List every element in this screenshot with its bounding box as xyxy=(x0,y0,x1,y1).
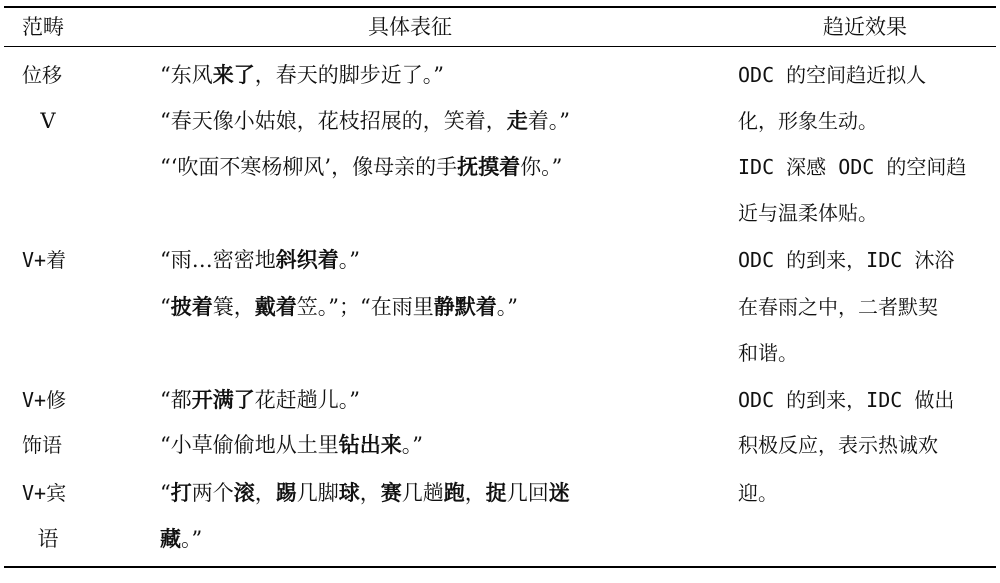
header-category: 范畴 xyxy=(22,15,64,39)
example-text: ， xyxy=(254,481,276,505)
effect-line: 在春雨之中，二者默契 xyxy=(738,295,938,319)
example-row xyxy=(160,524,202,554)
effect-line: ODC 的到来，IDC 沐浴 xyxy=(738,248,955,272)
example-text: 笠。”；“在雨里 xyxy=(296,295,434,319)
example-text: “‘吹面不寒杨柳风’，像母亲的手 xyxy=(160,155,458,179)
effect-line: 积极反应，表示热诚欢 xyxy=(738,433,938,457)
example-keyword: 赛 xyxy=(380,480,402,505)
example-text: 。” xyxy=(181,527,203,551)
category-v-object-line1: V+宾 xyxy=(22,481,67,505)
example-keyword: 静默着 xyxy=(433,294,497,319)
example-row xyxy=(160,245,360,275)
effect-line: 迎。 xyxy=(738,481,778,505)
example-keyword: 戴着 xyxy=(254,294,297,319)
category-v-modifier-line1: V+修 xyxy=(22,388,67,412)
effect-line: ODC 的到来，IDC 做出 xyxy=(738,388,955,412)
example-text: 。” xyxy=(338,248,360,272)
example-text: 两个 xyxy=(191,481,234,505)
example-text: “春天像小姑娘，花枝招展的，笑着， xyxy=(160,109,507,133)
effect-line: 和谐。 xyxy=(738,341,798,365)
example-text: 簑， xyxy=(212,295,255,319)
example-keyword: 斜织着 xyxy=(275,247,339,272)
example-keyword: 抚摸着 xyxy=(457,154,521,179)
example-text: 你。” xyxy=(520,155,563,179)
category-v-modifier-line2: 饰语 xyxy=(22,433,62,457)
category-v-object-line2: 语 xyxy=(37,527,59,551)
example-row xyxy=(160,292,518,322)
example-keyword: 踢 xyxy=(275,480,297,505)
effect-line: ODC 的空间趋近拟人 xyxy=(738,63,927,87)
example-row xyxy=(160,152,562,182)
effect-line: IDC 深感 ODC 的空间趋 xyxy=(738,155,967,179)
table-top-rule xyxy=(4,6,996,8)
example-keyword: 球 xyxy=(338,480,360,505)
example-row xyxy=(160,478,570,508)
example-text: ， xyxy=(464,481,486,505)
example-keyword: 打 xyxy=(170,480,192,505)
example-text: 着。” xyxy=(527,109,570,133)
example-text: 。” xyxy=(401,433,423,457)
example-keyword: 捉 xyxy=(485,480,507,505)
example-keyword: 迷 xyxy=(548,480,570,505)
category-v-zhe: V+着 xyxy=(22,248,67,272)
example-keyword: 跑 xyxy=(443,480,465,505)
example-text: “雨…密密地 xyxy=(160,248,276,272)
example-keyword: 钻出来 xyxy=(338,432,402,457)
example-text: ，春天的脚步近了。” xyxy=(254,63,444,87)
effect-line: 近与温柔体贴。 xyxy=(738,201,878,225)
example-text: “ xyxy=(160,481,171,505)
table-bottom-rule xyxy=(4,566,996,568)
category-displacement-line1: 位移 xyxy=(22,63,62,87)
example-text: “东风 xyxy=(160,63,213,87)
header-representation: 具体表征 xyxy=(368,15,452,39)
example-keyword: 披着 xyxy=(170,294,213,319)
example-text: “都 xyxy=(160,388,192,412)
example-keyword: 开满了 xyxy=(191,387,255,412)
example-keyword: 藏 xyxy=(160,526,181,551)
example-text: 几回 xyxy=(506,481,549,505)
example-text: 几趟 xyxy=(401,481,444,505)
example-text: “ xyxy=(160,295,171,319)
example-text: 花赶趟儿。” xyxy=(254,388,360,412)
example-text: 。” xyxy=(496,295,518,319)
example-row xyxy=(160,430,423,460)
example-row xyxy=(160,106,570,136)
category-displacement-line2: V xyxy=(40,109,56,133)
example-keyword: 走 xyxy=(506,108,528,133)
example-keyword: 来了 xyxy=(212,62,255,87)
example-row xyxy=(160,385,360,415)
table-header-rule xyxy=(4,46,996,47)
example-text: “小草偷偷地从土里 xyxy=(160,433,339,457)
header-effect: 趋近效果 xyxy=(823,15,907,39)
example-text: 几脚 xyxy=(296,481,339,505)
example-row xyxy=(160,60,444,90)
example-keyword: 滚 xyxy=(233,480,255,505)
example-text: ， xyxy=(359,481,381,505)
effect-line: 化，形象生动。 xyxy=(738,109,878,133)
